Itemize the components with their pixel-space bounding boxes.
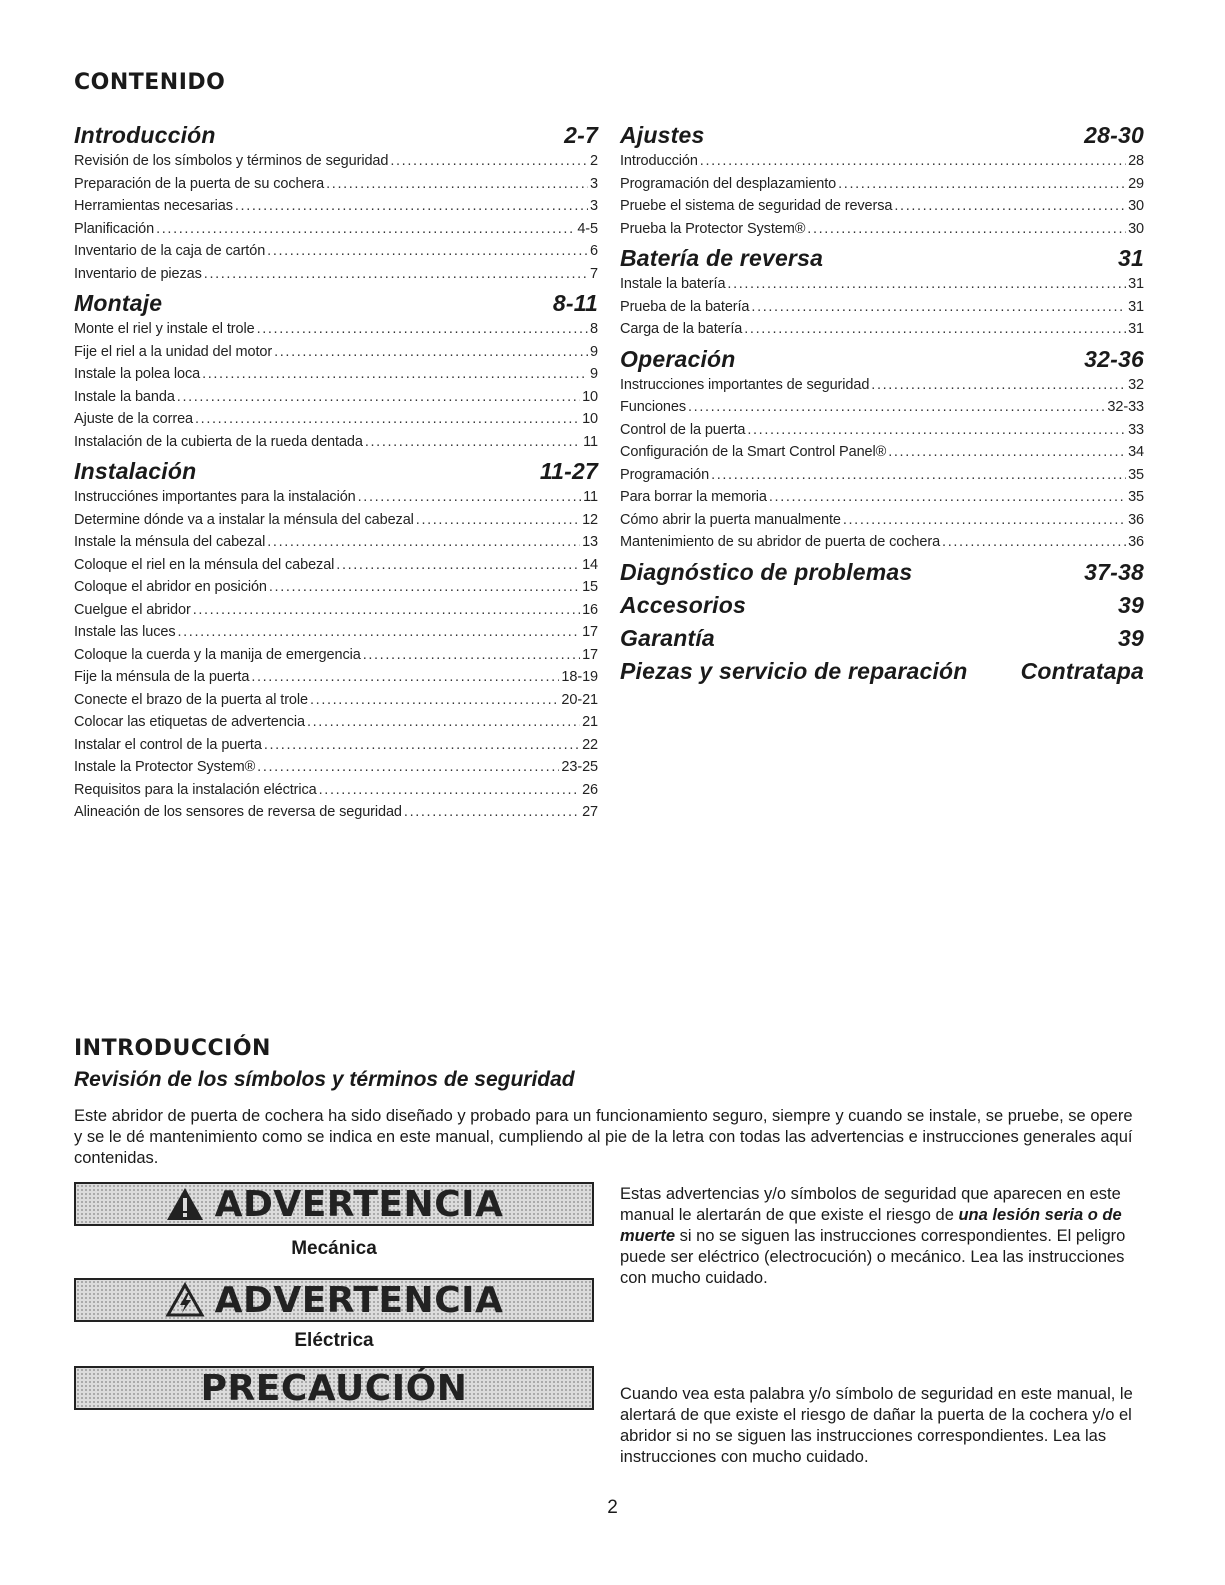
toc-leader-dots [358, 486, 582, 509]
toc-entry-title: Herramientas necesarias [74, 198, 233, 214]
toc-section-pages: 28-30 [1084, 122, 1144, 148]
toc-entry-title: Para borrar la memoria [620, 489, 767, 505]
toc-section-heading [620, 623, 1144, 653]
toc-leader-dots [307, 711, 580, 734]
toc-entry-title: Coloque el riel en la ménsula del cabezal [74, 556, 335, 573]
toc-section-heading [620, 344, 1144, 374]
toc-entry [620, 486, 1144, 509]
toc-entry-page: 28 [1128, 153, 1144, 169]
toc-entry [620, 273, 1144, 296]
toc-section [620, 656, 1144, 686]
toc-entry-title: Instrucciónes importantes para la instalación [74, 489, 356, 505]
toc-leader-dots [747, 419, 1126, 442]
toc-leader-dots [700, 150, 1126, 173]
toc-leader-dots [751, 296, 1126, 319]
toc-entry-page: 21 [582, 714, 598, 730]
toc-section-title: Montaje [74, 290, 163, 316]
warning-electrical-signal [74, 1278, 594, 1322]
toc-section-title: Piezas y servicio de reparación [620, 657, 968, 684]
toc-section [620, 623, 1144, 653]
toc-entry-title: Fije el riel a la unidad del motor [74, 343, 273, 360]
warning-signal-word: ADVERTENCIA [214, 1279, 504, 1321]
toc-leader-dots [769, 486, 1126, 509]
toc-entry-title: Configuración de la Smart Control Panel® [620, 444, 887, 460]
toc-entry [74, 554, 598, 577]
warning-mechanical-signal [74, 1182, 594, 1226]
toc-section-pages: 31 [1118, 245, 1144, 271]
toc-leader-dots [404, 801, 580, 824]
toc-leader-dots [267, 240, 588, 263]
toc-entry-title: Instale la polea loca [74, 366, 201, 382]
toc-leader-dots [193, 599, 580, 622]
toc-entry-page: 10 [582, 411, 598, 427]
toc-section-title: Accesorios [620, 591, 747, 618]
toc-entry-title: Funciones [620, 399, 686, 415]
toc-entry-page: 2 [590, 153, 598, 169]
toc-entry-page: 3 [590, 175, 598, 192]
toc-entry-title: Instale la Protector System® [74, 759, 256, 775]
toc-entry-title: Instrucciones importantes de seguridad [620, 376, 870, 393]
toc-entry [74, 386, 598, 409]
toc-leader-dots [888, 441, 1126, 464]
warning-explanation: Estas advertencias y/o símbolos de seguridad que aparecen en este manual le alertarán de que existe el riesgo de una lesión seria o de muerte si no se siguen las instrucciones correspondientes. El peligro puede ser eléctrico (electrocución) o mecánico. Lea las instrucciones con mucho cuidado. [620, 1185, 1126, 1287]
toc-section [620, 243, 1144, 341]
toc-section-title: Garantía [620, 624, 715, 651]
toc-entry-title: Preparación de la puerta de su cochera [74, 175, 325, 192]
toc-entry-title: Prueba de la batería [620, 298, 750, 315]
toc-section-pages: 11-27 [539, 458, 598, 484]
toc-leader-dots [257, 756, 559, 779]
toc-entry-title: Programación del desplazamiento [620, 175, 837, 192]
toc-entry-title: Inventario de la caja de cartón [74, 243, 266, 259]
toc-leader-dots [269, 576, 580, 599]
toc-entry [620, 150, 1144, 173]
toc-leader-dots [727, 273, 1126, 296]
toc-entry-title: Cuelgue el abridor [74, 601, 191, 618]
toc-entry-page: 15 [582, 579, 598, 595]
toc-entry-title: Coloque la cuerda y la manija de emergencia [74, 646, 361, 663]
toc-leader-dots [257, 318, 588, 341]
toc-entry-title: Determine dónde va a instalar la ménsula del cabezal [74, 511, 414, 528]
toc-entry-page: 34 [1128, 444, 1144, 460]
toc-leader-dots [363, 644, 580, 667]
toc-entry [620, 396, 1144, 419]
toc-entry-page: 9 [590, 343, 598, 360]
toc-entry-title: Coloque el abridor en posición [74, 579, 267, 595]
toc-leader-dots [390, 150, 588, 173]
toc-entry [74, 666, 598, 689]
introduction-paragraph: Este abridor de puerta de cochera ha sido diseñado y probado para un funcionamiento seguro, siempre y cuando se instale, se pruebe, se opere y se le dé mantenimiento como se indica en este manual, cumpliendo al pie de la letra con todas las advertencias e instrucciones generales aquí contenidas. [74, 1107, 1133, 1167]
toc-entry [620, 531, 1144, 554]
toc-entry [74, 195, 598, 218]
toc-leader-dots [251, 666, 559, 689]
caution-signal [74, 1366, 594, 1410]
toc-section-heading [74, 288, 598, 318]
toc-section [620, 590, 1144, 620]
toc-entry-page: 9 [590, 366, 598, 382]
toc-entry [74, 263, 598, 286]
toc-section-heading [620, 120, 1144, 150]
toc-entry-page: 11 [583, 433, 598, 450]
toc-entry [74, 318, 598, 341]
toc-entry-page: 36 [1128, 511, 1144, 528]
toc-entry-title: Monte el riel y instale el trole [74, 321, 255, 337]
warning-signal-word: ADVERTENCIA [214, 1183, 504, 1225]
toc-section-pages: 2-7 [564, 122, 598, 148]
warning-emphasis: una lesión seria o de muerte [620, 1206, 1122, 1245]
toc-leader-dots [274, 341, 588, 364]
toc-entry-title: Ajuste de la correa [74, 411, 193, 427]
toc-entry-title: Instalación de la cubierta de la rueda dentada [74, 433, 363, 450]
toc-entry [74, 711, 598, 734]
toc-entry [74, 509, 598, 532]
toc-entry-page: 22 [582, 736, 598, 753]
toc-entry-title: Instalar el control de la puerta [74, 736, 262, 753]
toc-entry-page: 7 [590, 265, 598, 282]
toc-leader-dots [177, 621, 580, 644]
toc-section-heading [74, 120, 598, 150]
electrical-warning-icon [165, 1282, 205, 1318]
introduction-heading: INTRODUCCIÓN [74, 1036, 271, 1061]
toc-section [74, 288, 598, 453]
toc-leader-dots [235, 195, 588, 218]
contents-heading: CONTENIDO [74, 70, 226, 95]
toc-entry [74, 756, 598, 779]
toc-section-heading [74, 456, 598, 486]
toc-entry-page: 31 [1128, 276, 1144, 292]
toc-entry-page: 32-33 [1107, 399, 1144, 415]
toc-entry-page: 31 [1128, 321, 1144, 337]
toc-entry-title: Instale la ménsula del cabezal [74, 534, 266, 550]
toc-leader-dots [319, 779, 580, 802]
toc-entry-title: Pruebe el sistema de seguridad de reversa [620, 198, 893, 214]
toc-section-title: Ajustes [620, 122, 705, 148]
toc-entry-page: 11 [583, 489, 598, 505]
toc-entry-title: Revisión de los símbolos y términos de seguridad [74, 153, 389, 169]
toc-leader-dots [838, 173, 1126, 196]
toc-entry [620, 509, 1144, 532]
toc-section-pages: 39 [1118, 591, 1144, 618]
toc-entry [620, 464, 1144, 487]
toc-entry-title: Instale la batería [620, 276, 726, 292]
toc-entry-page: 29 [1128, 175, 1144, 192]
toc-entry-title: Requisitos para la instalación eléctrica [74, 781, 317, 798]
toc-entry-page: 23-25 [561, 759, 598, 775]
toc-section-title: Instalación [74, 458, 197, 484]
toc-entry [620, 318, 1144, 341]
toc-entry [74, 599, 598, 622]
toc-leader-dots [177, 386, 580, 409]
toc-entry [74, 734, 598, 757]
toc-entry [74, 779, 598, 802]
toc-entry-page: 32 [1128, 376, 1144, 393]
toc-entry-title: Mantenimiento de su abridor de puerta de cochera [620, 534, 941, 550]
toc-entry [74, 576, 598, 599]
toc-section-pages: 37-38 [1084, 558, 1144, 585]
caution-explanation: Cuando vea esta palabra y/o símbolo de seguridad en este manual, le alertará de que existe el riesgo de dañar la puerta de la cochera y/o el abridor si no se siguen las instrucciones correspondientes. Lea las instrucciones con mucho cuidado. [620, 1385, 1133, 1466]
toc-leader-dots [326, 173, 588, 196]
toc-leader-dots [365, 431, 581, 454]
toc-entry [620, 296, 1144, 319]
toc-leader-dots [204, 263, 588, 286]
toc-section-pages: 8-11 [552, 290, 598, 316]
toc-entry [74, 621, 598, 644]
toc-leader-dots [156, 218, 575, 241]
toc-entry-title: Cómo abrir la puerta manualmente [620, 511, 841, 528]
toc-entry-page: 17 [582, 646, 598, 663]
toc-entry-page: 35 [1128, 489, 1144, 505]
toc-entry [74, 644, 598, 667]
toc-section-title: Introducción [74, 122, 216, 148]
toc-entry-page: 4-5 [577, 220, 598, 237]
toc-leader-dots [202, 363, 588, 386]
toc-leader-dots [267, 531, 580, 554]
toc-leader-dots [942, 531, 1126, 554]
warning-triangle-icon [165, 1186, 205, 1222]
toc-section-heading [620, 590, 1144, 620]
toc-section-title: Batería de reversa [620, 245, 824, 271]
toc-entry [620, 374, 1144, 397]
toc-section [620, 557, 1144, 587]
introduction-subheading: Revisión de los símbolos y términos de seguridad [74, 1068, 575, 1091]
toc-entry-title: Programación [620, 466, 710, 483]
toc-right-column [620, 120, 1144, 689]
toc-leader-dots [711, 464, 1126, 487]
toc-entry-page: 20-21 [561, 691, 598, 708]
toc-section-pages: 32-36 [1084, 345, 1144, 372]
toc-entry-page: 10 [582, 388, 598, 405]
toc-leader-dots [843, 509, 1126, 532]
mechanical-caption: Mecánica [291, 1238, 377, 1259]
toc-section-title: Operación [620, 345, 736, 372]
toc-entry-page: 13 [582, 534, 598, 550]
toc-entry-page: 31 [1128, 298, 1144, 315]
toc-leader-dots [416, 509, 580, 532]
toc-entry [74, 341, 598, 364]
toc-entry [74, 240, 598, 263]
toc-entry-page: 8 [590, 321, 598, 337]
toc-entry [74, 801, 598, 824]
toc-entry-title: Alineación de los sensores de reversa de seguridad [74, 804, 402, 820]
toc-entry-title: Control de la puerta [620, 421, 746, 438]
toc-entry [74, 408, 598, 431]
toc-entry-page: 33 [1128, 421, 1144, 438]
toc-entry-title: Instale las luces [74, 624, 176, 640]
toc-entry [620, 218, 1144, 241]
toc-entry-page: 12 [582, 511, 598, 528]
toc-entry [74, 173, 598, 196]
toc-entry-page: 14 [582, 556, 598, 573]
toc-entry [620, 419, 1144, 442]
toc-entry-page: 27 [582, 804, 598, 820]
toc-entry [74, 431, 598, 454]
toc-leader-dots [744, 318, 1126, 341]
toc-entry-title: Planificación [74, 220, 155, 237]
toc-section-heading [620, 557, 1144, 587]
toc-entry [74, 531, 598, 554]
toc-entry [620, 441, 1144, 464]
toc-entry-page: 6 [590, 243, 598, 259]
toc-leader-dots [310, 689, 559, 712]
toc-section-heading [620, 243, 1144, 273]
toc-entry-page: 26 [582, 781, 598, 798]
toc-section-title: Diagnóstico de problemas [620, 558, 913, 585]
toc-leader-dots [807, 218, 1126, 241]
toc-entry-page: 16 [582, 601, 598, 618]
toc-entry-title: Fije la ménsula de la puerta [74, 669, 250, 685]
toc-section-pages: Contratapa [1020, 657, 1144, 684]
toc-section [74, 456, 598, 824]
caution-signal-word: PRECAUCIÓN [200, 1367, 468, 1409]
toc-entry-title: Conecte el brazo de la puerta al trole [74, 691, 308, 708]
toc-entry [620, 195, 1144, 218]
page-number: 2 [607, 1497, 618, 1518]
toc-entry [74, 150, 598, 173]
toc-entry-page: 36 [1128, 534, 1144, 550]
toc-leader-dots [336, 554, 580, 577]
toc-entry-title: Prueba la Protector System® [620, 220, 806, 237]
electrical-caption: Eléctrica [294, 1330, 374, 1351]
toc-leader-dots [264, 734, 580, 757]
toc-entry-title: Colocar las etiquetas de advertencia [74, 714, 305, 730]
toc-entry-page: 17 [582, 624, 598, 640]
toc-section-heading [620, 656, 1144, 686]
toc-entry-title: Introducción [620, 153, 698, 169]
toc-entry-page: 30 [1128, 198, 1144, 214]
toc-entry-page: 35 [1128, 466, 1144, 483]
toc-entry-title: Carga de la batería [620, 321, 743, 337]
toc-leader-dots [871, 374, 1126, 397]
toc-entry-page: 3 [590, 198, 598, 214]
toc-entry-page: 18-19 [561, 669, 598, 685]
toc-entry-title: Inventario de piezas [74, 265, 202, 282]
toc-entry [74, 363, 598, 386]
toc-section [620, 120, 1144, 240]
toc-left-column [74, 120, 598, 827]
toc-section-pages: 39 [1118, 624, 1144, 651]
toc-entry-title: Instale la banda [74, 388, 175, 405]
toc-leader-dots [894, 195, 1126, 218]
toc-section [74, 120, 598, 285]
toc-leader-dots [688, 396, 1105, 419]
toc-entry [74, 218, 598, 241]
toc-entry [620, 173, 1144, 196]
toc-entry-page: 30 [1128, 220, 1144, 237]
toc-entry [74, 486, 598, 509]
toc-section [620, 344, 1144, 554]
toc-entry [74, 689, 598, 712]
toc-leader-dots [195, 408, 580, 431]
